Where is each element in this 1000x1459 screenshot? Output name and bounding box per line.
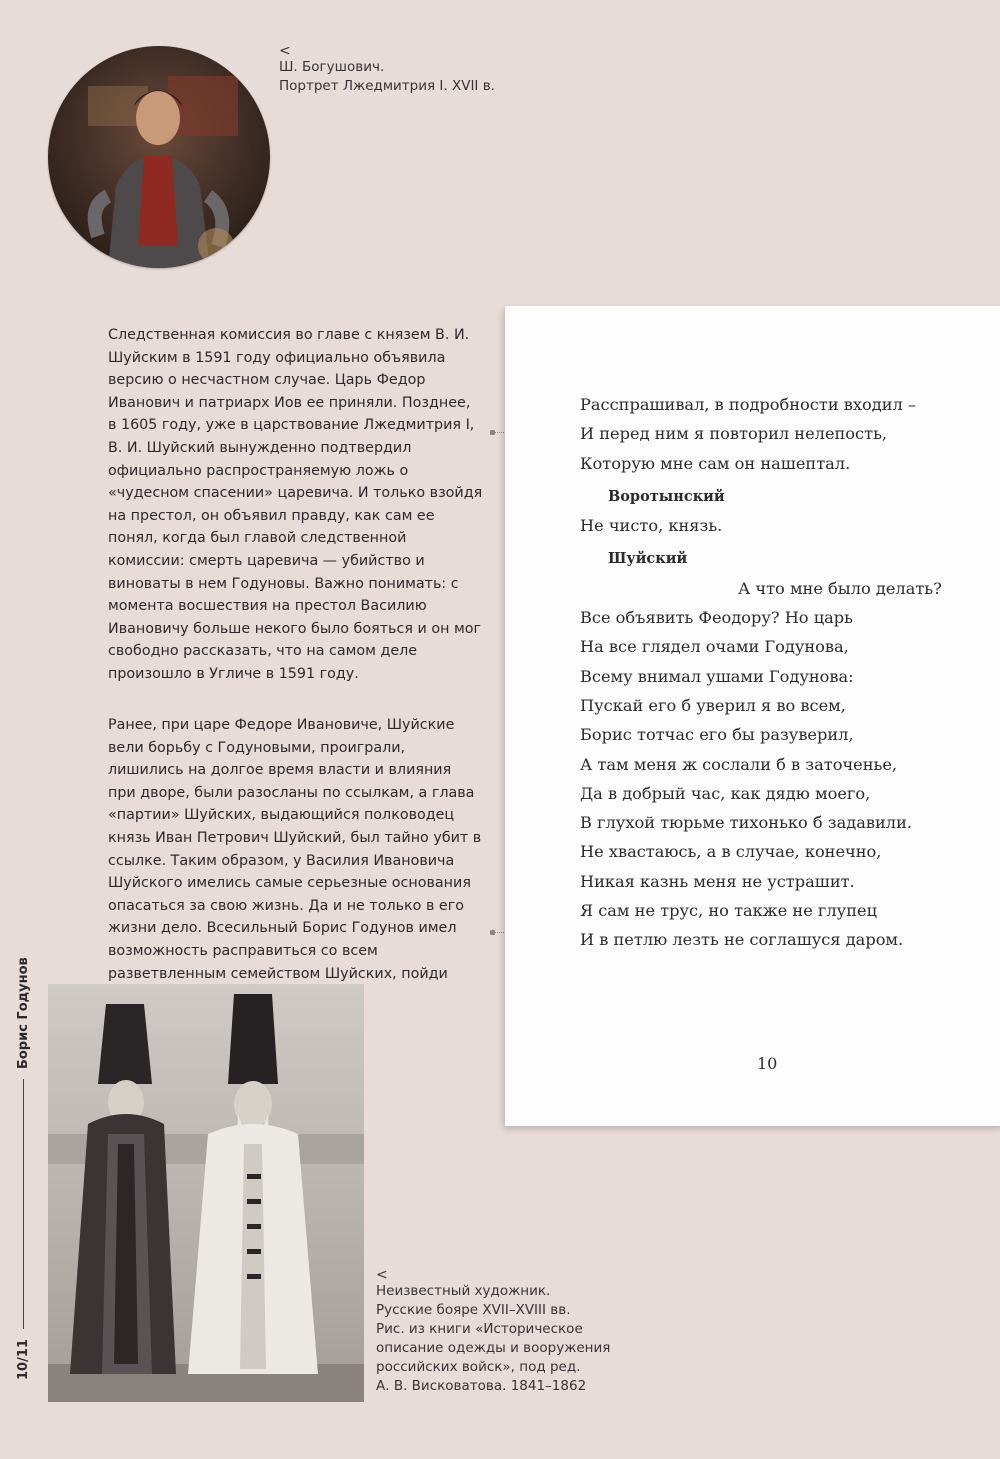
verse-line: И перед ним я повторил нелепость, — [580, 424, 888, 444]
book-title: Борис Годунов — [15, 957, 31, 1070]
header-divider — [23, 1079, 24, 1329]
verse-line: На все глядел очами Годунова, — [580, 637, 849, 657]
portrait-illustration — [48, 46, 270, 268]
verse-line: А там меня ж сослали б в заточенье, — [580, 754, 898, 774]
booklet-page-number: 10 — [757, 1054, 778, 1073]
verse-line: Расспрашивал, в подробности входил – — [580, 395, 917, 414]
running-header — [13, 940, 33, 1380]
verse-line: Борис тотчас его бы разуверил, — [580, 725, 854, 745]
paragraph-text: Ранее, при царе Федоре Ивановиче, Шуйские вели борьбу с Годуновыми, проиграли, лишились на долгое время власти и влияния при дворе, были разосланы по ссылкам, а глава «партии» Шуйских, выдающийся полководец князь Иван Петрович Шуйский, был тайно убит в ссылке. Таким образом, у Василия Ивановича Шуйского имелись самые серьезные основания опасаться за свою жизнь. Да и не только в его жизни дело. Всесильный Борис Годунов имел возможность расправиться со всем разветвленным семейством Шуйских, пойди — [108, 717, 482, 982]
verse-line: В глухой тюрьме тихонько б задавили. — [580, 813, 913, 833]
speaker-name: Шуйский — [608, 550, 688, 568]
caption-line: описание одежды и вооружения — [376, 1340, 611, 1356]
verse-line: Я сам не трус, но также не глупец — [580, 901, 877, 921]
engraving-caption — [376, 1268, 636, 1396]
booklet-page — [505, 306, 1000, 1126]
verse-line: Не хвастаюсь, а в случае, конечно, — [580, 842, 882, 862]
boyars-engraving-image — [48, 984, 364, 1402]
paragraph-shuisky-family — [108, 714, 483, 1008]
verse-line: Которую мне сам он нашептал. — [580, 453, 851, 473]
verse-line: Всему внимал ушами Годунова: — [580, 666, 854, 686]
caption-line: Русские бояре XVII–XVIII вв. — [376, 1302, 571, 1318]
speaker-name: Воротынский — [608, 487, 725, 505]
verse-line: Не чисто, князь. — [580, 516, 723, 536]
caption-line: Рис. из книги «Историческое — [376, 1321, 583, 1337]
caption-line: Неизвестный художник. — [376, 1283, 551, 1299]
caption-arrow: < — [376, 1267, 388, 1283]
verse-line: И в петлю лезть не соглашуся даром. — [580, 930, 904, 950]
boyars-illustration — [48, 984, 364, 1402]
verse-line: Все объявить Феодору? Но царь — [580, 608, 853, 628]
caption-line: А. В. Висковатова. 1841–1862 — [376, 1378, 587, 1394]
portrait-false-dmitry-image — [48, 46, 270, 268]
portrait-caption — [279, 44, 495, 96]
verse-text — [580, 390, 980, 955]
verse-line: Пускай его б уверил я во всем, — [580, 695, 846, 715]
paragraph-text: Следственная комиссия во главе с князем В. И. Шуйским в 1591 году официально объявила версию о несчастном случае. Царь Федор Иванович и патриарх Иов ее приняли. Позднее, в 1605 году, уже в царствование Лжедмитрия I, В. И. Шуйский вынужденно подтвердил официально распространяемую ложь о «чудесном спасении» царевича. И только взойдя на престол, он объявил правду, как сам ее понял, когда был главой следственной комиссии: смерть царевича — убийство и виноваты в нем Годуновы. Важно понимать: с момента восшествия на престол Василию Ивановичу больше некого было бояться и он мог свободно рассказать, что на самом деле произошло в Угличе в 1591 году. — [108, 327, 483, 682]
verse-line-indented: А что мне было делать? — [738, 578, 942, 598]
paragraph-investigation — [108, 324, 483, 686]
caption-arrow: < — [279, 43, 291, 59]
page-range: 10/11 — [15, 1339, 31, 1380]
verse-line: Да в добрый час, как дядю моего, — [580, 783, 871, 803]
caption-line: Портрет Лжедмитрия I. XVII в. — [279, 78, 495, 94]
caption-line: российских войск», под ред. — [376, 1359, 581, 1375]
verse-line: Никая казнь меня не устрашит. — [580, 871, 855, 891]
caption-line: Ш. Богушович. — [279, 59, 385, 75]
